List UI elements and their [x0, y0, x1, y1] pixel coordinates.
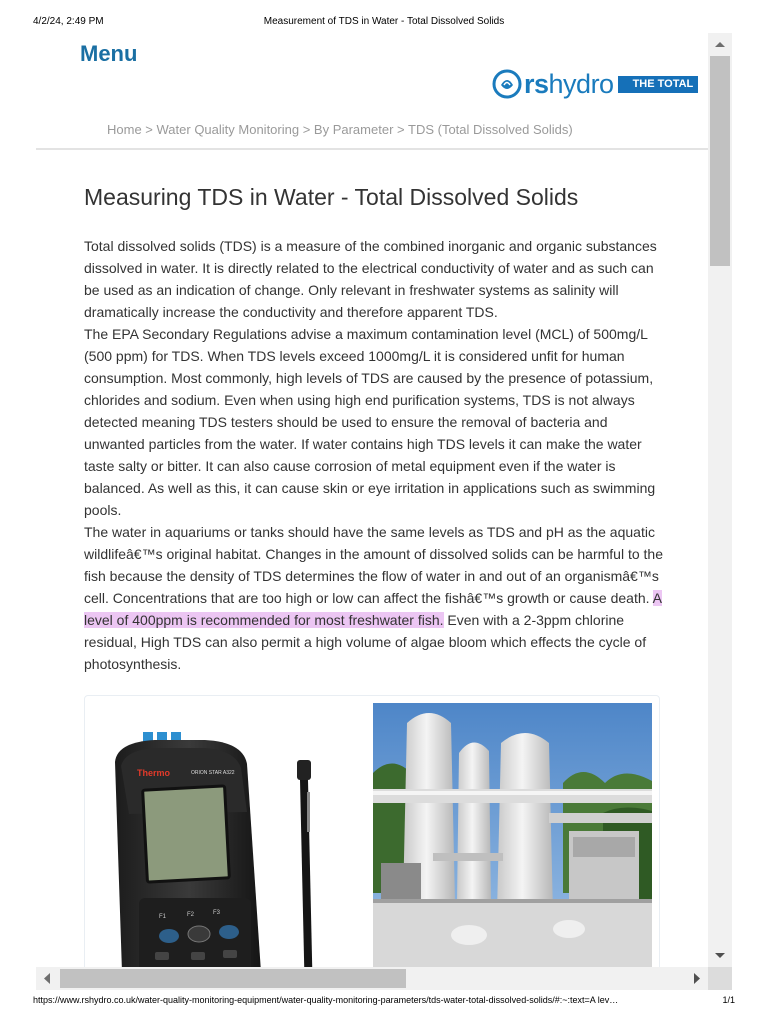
logo-wordmark: [524, 69, 614, 99]
rshydro-logo-mark-icon: [492, 69, 522, 99]
print-page-number: 1/1: [722, 995, 735, 1005]
breadcrumb-water-quality-monitoring[interactable]: Water Quality Monitoring: [156, 122, 300, 137]
vertical-scrollbar-thumb[interactable]: [710, 56, 730, 266]
horizontal-scrollbar[interactable]: [36, 967, 708, 990]
breadcrumb-separator: >: [393, 122, 408, 137]
article-paragraph: [84, 521, 664, 675]
print-date: 4/2/24, 2:49 PM: [33, 16, 104, 27]
tds-meter-image: [95, 702, 365, 990]
horizontal-scrollbar-thumb[interactable]: [60, 969, 406, 988]
meter-key-f2: F2: [187, 912, 195, 918]
rshydro-logo[interactable]: [492, 67, 732, 101]
breadcrumb-tds[interactable]: TDS (Total Dissolved Solids): [408, 122, 573, 137]
breadcrumb-by-parameter[interactable]: By Parameter: [313, 122, 394, 137]
breadcrumb-separator: >: [299, 122, 314, 137]
meter-model-label: ORION STAR A322: [191, 770, 235, 776]
scrollbar-corner: [708, 967, 732, 990]
logo-hydro: hydro: [548, 69, 614, 99]
meter-key-f3: F3: [213, 910, 221, 916]
print-url: https://www.rshydro.co.uk/water-quality-monitoring-equipment/water-quality-monitoring-parameters/tds-water-total-dissolved-solids/#:~:text=A lev…: [33, 995, 619, 1005]
breadcrumb: [107, 122, 573, 137]
page-title: Measuring TDS in Water - Total Dissolved Solids: [84, 184, 579, 210]
breadcrumb-home[interactable]: Home: [107, 122, 142, 137]
scroll-up-arrow-icon[interactable]: [708, 36, 732, 52]
article-text: The water in aquariums or tanks should have the same levels as TDS and pH as the aquatic wildlifeâ€™s original habitat. Changes in the amount of dissolved solids can be harmful to the fish because the density of TDS determines the flow of water in and out of an organismâ€™s cell. Concentrations that are too high or low can affect the fishâ€™s growth or cause death.: [84, 524, 663, 606]
print-footer: [33, 995, 735, 1009]
logo-tagline: THE TOTAL: [618, 76, 698, 93]
article-paragraph: Total dissolved solids (TDS) is a measure of the combined inorganic and organic substances dissolved in water. It is directly related to the electrical conductivity of water and as such can be used as an indication of change. Only relevant in freshwater systems as salinity will dramatically increase the conductivity and therefore apparent TDS.: [84, 238, 657, 320]
image-card: [84, 695, 660, 990]
vertical-scrollbar[interactable]: [708, 33, 732, 967]
breadcrumb-separator: >: [141, 122, 157, 137]
article-text: Even with a 2-3ppm chlorine residual, High TDS can also permit a high volume of algae bloom which effects the cycle of photosynthesis.: [84, 612, 647, 672]
water-treatment-plant-image: [373, 703, 652, 968]
logo-rs: rs: [524, 69, 549, 99]
menu-button[interactable]: Menu: [80, 41, 138, 66]
browser-viewport: [36, 33, 732, 990]
header-divider: [36, 148, 708, 150]
article-paragraph: The EPA Secondary Regulations advise a maximum contamination level (MCL) of 500mg/L (500 ppm) for TDS. When TDS levels exceed 1000mg/L it is considered unfit for human consumption. Most commonly, high levels of TDS are caused by the presence of potassium, chlorides and sodium. Even when using high end purification systems, TDS is not always detected meaning TDS testers should be used to ensure the removal of bacteria and unwanted particles from the water. If water contains high TDS levels it can make the water taste salty or bitter. It can also cause corrosion of metal equipment even if the water is balanced. As well as this, it can cause skin or eye irritation in applications such as swimming pools.: [84, 326, 656, 518]
article-body: [84, 235, 664, 675]
highlighted-text: A level of 400ppm is recommended for most freshwater fish.: [84, 590, 662, 628]
scroll-left-arrow-icon[interactable]: [39, 967, 55, 990]
meter-brand-label: Thermo: [137, 768, 171, 778]
scroll-down-arrow-icon[interactable]: [708, 948, 732, 964]
scroll-right-arrow-icon[interactable]: [689, 967, 705, 990]
print-title: Measurement of TDS in Water - Total Dissolved Solids: [263, 16, 505, 27]
water-treatment-plant-illustration: [373, 703, 652, 968]
print-header: [33, 16, 735, 30]
meter-key-f1: F1: [159, 914, 167, 920]
